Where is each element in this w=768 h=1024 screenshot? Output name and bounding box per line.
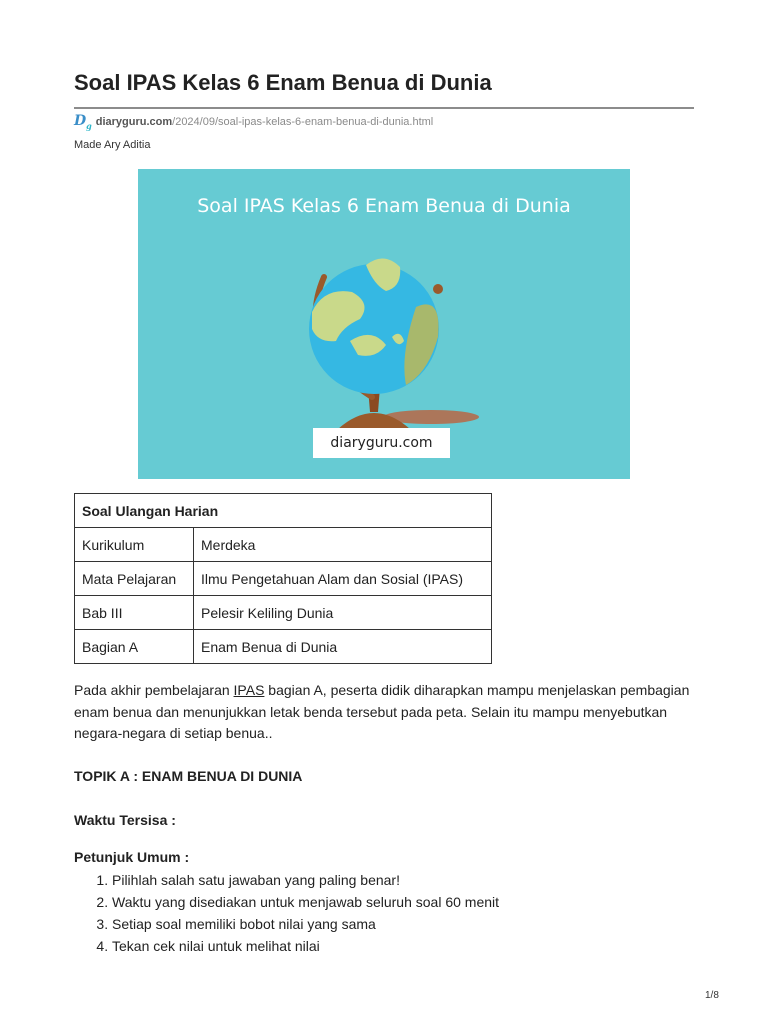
page-number: 1/8: [705, 990, 719, 1001]
table-cell-value: Merdeka: [194, 528, 492, 562]
info-table: [74, 493, 492, 664]
globe-icon: [288, 237, 508, 437]
page-title: Soal IPAS Kelas 6 Enam Benua di Dunia: [74, 70, 492, 95]
author-name: Made Ary Aditia: [74, 139, 151, 151]
table-row: [75, 596, 492, 630]
diaryguru-logo-icon: [74, 113, 92, 131]
intro-paragraph: [74, 680, 694, 745]
table-cell-label: Kurikulum: [75, 528, 194, 562]
instructions-list: [74, 869, 499, 957]
table-header-row: [75, 494, 492, 528]
logo-sub: g: [86, 120, 92, 131]
table-cell-label: Bab III: [75, 596, 194, 630]
source-domain[interactable]: diaryguru.com: [95, 115, 173, 128]
logo-letter: D: [74, 113, 87, 129]
table-cell-label: Bagian A: [75, 630, 194, 664]
banner-title: Soal IPAS Kelas 6 Enam Benua di Dunia: [197, 195, 571, 217]
banner-image: [138, 169, 630, 479]
banner-site-label: diaryguru.com: [313, 428, 450, 458]
table-cell-value: Pelesir Keliling Dunia: [194, 596, 492, 630]
table-row: [75, 630, 492, 664]
list-item: 3. Setiap soal memiliki bobot nilai yang sama: [112, 913, 499, 935]
paragraph-text-after: bagian A, peserta didik diharapkan mampu menjelaskan pembagian enam benua dan menunjukkan letak benda tersebut pada peta. Selain itu mampu menyebutkan negara-negara di setiap benua..: [74, 682, 690, 741]
table-header: Soal Ulangan Harian: [75, 494, 492, 528]
table-row: [75, 528, 492, 562]
table-cell-value: Ilmu Pengetahuan Alam dan Sosial (IPAS): [194, 562, 492, 596]
table-cell-label: Mata Pelajaran: [75, 562, 194, 596]
ipas-link[interactable]: IPAS: [233, 682, 265, 698]
table-cell-value: Enam Benua di Dunia: [194, 630, 492, 664]
title-divider: [74, 107, 694, 109]
topic-heading: TOPIK A : ENAM BENUA DI DUNIA: [74, 768, 303, 784]
paragraph-text-before: Pada akhir pembelajaran: [74, 682, 234, 698]
list-item: 4. Tekan cek nilai untuk melihat nilai: [112, 935, 499, 957]
table-row: [75, 562, 492, 596]
list-item: 1. Pilihlah salah satu jawaban yang paling benar!: [112, 869, 499, 891]
instructions-heading: Petunjuk Umum :: [74, 849, 190, 865]
list-item: 2. Waktu yang disediakan untuk menjawab seluruh soal 60 menit: [112, 891, 499, 913]
source-path[interactable]: /2024/09/soal-ipas-kelas-6-enam-benua-di-dunia.html: [172, 115, 434, 128]
time-remaining-label: Waktu Tersisa :: [74, 812, 176, 828]
source-url[interactable]: [74, 113, 433, 131]
